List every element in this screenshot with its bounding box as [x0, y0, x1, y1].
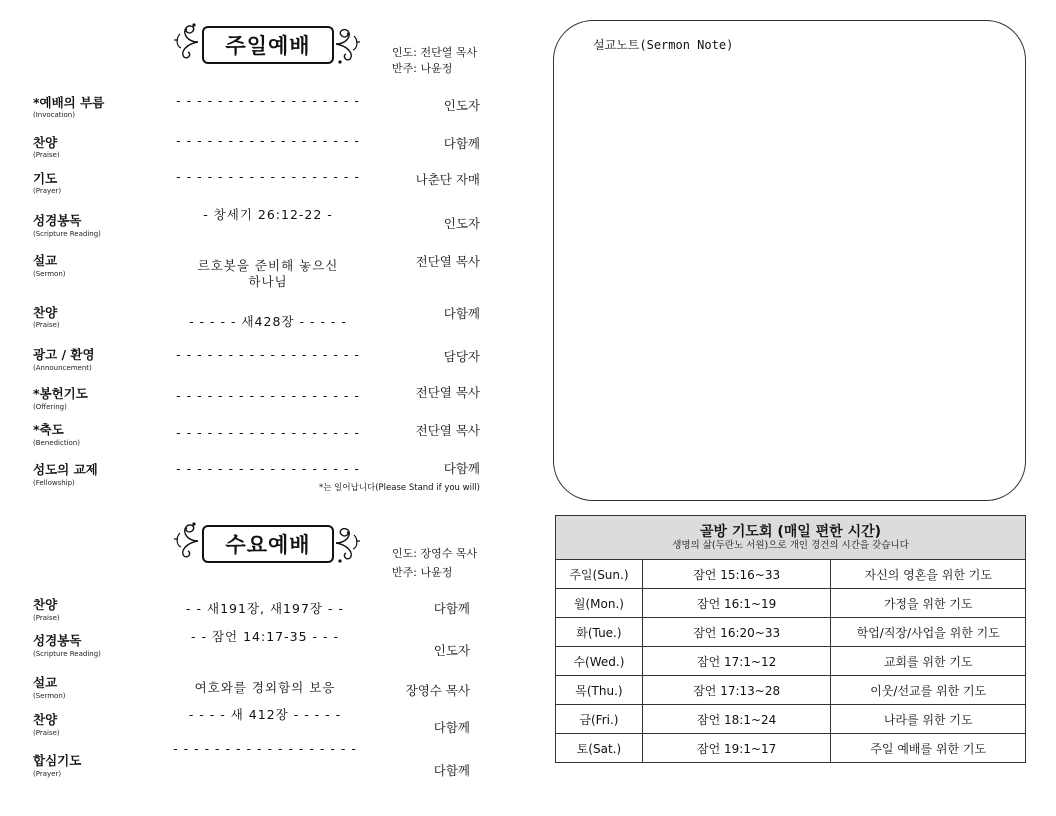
- item-detail: - - - - - - - - - - - - - - - - - -: [176, 461, 360, 476]
- item-title: 성경봉독: [33, 213, 82, 228]
- item-detail: - - 잠언 14:17-35 - - -: [191, 629, 339, 644]
- item-subtitle: (Praise): [33, 151, 60, 159]
- sunday-leader: 인도: 전단열 목사: [392, 46, 478, 59]
- item-subtitle: (Fellowship): [33, 479, 75, 487]
- table-row: [556, 705, 1026, 734]
- day-cell: 월(Mon.): [556, 589, 643, 618]
- item-detail: - - - - - 새428장 - - - - -: [189, 314, 347, 329]
- passage-cell: 잠언 16:20~33: [642, 618, 831, 647]
- item-person: 장영수 목사: [405, 683, 470, 698]
- item-title: 찬양: [33, 712, 58, 727]
- table-header: [556, 516, 1026, 560]
- item-subtitle: (Announcement): [33, 364, 92, 372]
- item-subtitle: (Praise): [33, 729, 60, 737]
- passage-cell: 잠언 19:1~17: [642, 734, 831, 763]
- item-person: 전단열 목사: [415, 254, 480, 269]
- item-title: 성경봉독: [33, 633, 82, 648]
- wednesday-title-ornament: [172, 519, 362, 571]
- topic-cell: 교회를 위한 기도: [831, 647, 1026, 676]
- topic-cell: 나라를 위한 기도: [831, 705, 1026, 734]
- prayer-subtitle: 생명의 삶(두란노 서원)으로 개인 경건의 시간을 갖습니다: [672, 539, 909, 551]
- item-person: 인도자: [443, 216, 480, 231]
- item-title: 찬양: [33, 135, 58, 150]
- item-detail: 여호와를 경외함의 보응: [194, 680, 336, 695]
- item-subtitle: (Offering): [33, 403, 67, 411]
- item-title: 성도의 교제: [33, 462, 98, 477]
- wednesday-leader: 인도: 장영수 목사: [392, 547, 478, 560]
- passage-cell: 잠언 18:1~24: [642, 705, 831, 734]
- item-detail: - - - - - - - - - - - - - - - - - -: [176, 169, 360, 184]
- prayer-schedule-table: [555, 515, 1026, 763]
- item-subtitle: (Scripture Reading): [33, 650, 101, 658]
- table-header-row: [556, 516, 1026, 560]
- passage-cell: 잠언 17:1~12: [642, 647, 831, 676]
- day-cell: 토(Sat.): [556, 734, 643, 763]
- table-row: [556, 589, 1026, 618]
- day-cell: 수(Wed.): [556, 647, 643, 676]
- wednesday-title: 수요예배: [202, 525, 334, 563]
- item-person: 다함께: [433, 720, 470, 735]
- wednesday-accompanist: 반주: 나윤정: [392, 566, 453, 579]
- item-subtitle: (Scripture Reading): [33, 230, 101, 238]
- item-detail: - - - - - - - - - - - - - - - - - -: [176, 388, 360, 403]
- item-title: 광고 / 환영: [33, 347, 95, 362]
- item-detail: - 창세기 26:12-22 -: [203, 207, 333, 222]
- item-detail: - - 새191장, 새197장 - -: [186, 601, 344, 616]
- flourish-right-icon: [332, 525, 362, 565]
- passage-cell: 잠언 16:1~19: [642, 589, 831, 618]
- item-title: *축도: [33, 422, 64, 437]
- item-detail: - - - - - - - - - - - - - - - - - -: [176, 93, 360, 108]
- table-row: [556, 618, 1026, 647]
- table-row: [556, 560, 1026, 589]
- sunday-accompanist: 반주: 나윤정: [392, 62, 453, 75]
- sunday-title: 주일예배: [202, 26, 334, 64]
- table-row: [556, 676, 1026, 705]
- topic-cell: 학업/직장/사업을 위한 기도: [831, 618, 1026, 647]
- topic-cell: 자신의 영혼을 위한 기도: [831, 560, 1026, 589]
- day-cell: 금(Fri.): [556, 705, 643, 734]
- item-detail: 르호봇을 준비해 놓으신: [197, 258, 339, 273]
- item-person: 담당자: [443, 349, 480, 364]
- item-title: 기도: [33, 171, 58, 186]
- prayer-title: 골방 기도회 (매일 편한 시간): [699, 523, 882, 540]
- item-detail: - - - - - - - - - - - - - - - - - -: [176, 425, 360, 440]
- day-cell: 목(Thu.): [556, 676, 643, 705]
- item-subtitle: (Benediction): [33, 439, 80, 447]
- item-person: 다함께: [443, 136, 480, 151]
- item-subtitle: (Praise): [33, 321, 60, 329]
- item-subtitle: (Invocation): [33, 111, 75, 119]
- sunday-title-ornament: [172, 20, 362, 72]
- item-person: 전단열 목사: [415, 423, 480, 438]
- passage-cell: 잠언 15:16~33: [642, 560, 831, 589]
- item-subtitle: (Praise): [33, 614, 60, 622]
- item-title: 찬양: [33, 597, 58, 612]
- topic-cell: 주일 예배를 위한 기도: [831, 734, 1026, 763]
- item-detail: - - - - - - - - - - - - - - - - - -: [176, 133, 360, 148]
- item-detail: - - - - - - - - - - - - - - - - - -: [176, 347, 360, 362]
- item-title: 합심기도: [33, 753, 82, 768]
- topic-cell: 가정을 위한 기도: [831, 589, 1026, 618]
- item-person: 전단열 목사: [415, 385, 480, 400]
- item-subtitle: (Prayer): [33, 187, 62, 195]
- item-title: *봉헌기도: [33, 386, 88, 401]
- item-detail: - - - - - - - - - - - - - - - - - -: [173, 741, 357, 756]
- flourish-left-icon: [172, 519, 202, 559]
- topic-cell: 이웃/선교를 위한 기도: [831, 676, 1026, 705]
- item-title: 설교: [33, 253, 58, 268]
- passage-cell: 잠언 17:13~28: [642, 676, 831, 705]
- sermon-note-label: 설교노트(Sermon Note): [593, 38, 734, 52]
- item-person: 다함께: [433, 763, 470, 778]
- item-person: 다함께: [443, 461, 480, 476]
- day-cell: 화(Tue.): [556, 618, 643, 647]
- stand-footnote: *는 일어납니다(Please Stand if you will): [319, 483, 480, 493]
- item-person: 다함께: [433, 601, 470, 616]
- item-person: 인도자: [433, 643, 470, 658]
- flourish-right-icon: [332, 26, 362, 66]
- item-title: 찬양: [33, 305, 58, 320]
- item-person: 나춘단 자매: [415, 172, 480, 187]
- item-title: 설교: [33, 675, 58, 690]
- item-subtitle: (Sermon): [33, 692, 66, 700]
- day-cell: 주일(Sun.): [556, 560, 643, 589]
- table-row: [556, 647, 1026, 676]
- item-detail-line2: 하나님: [248, 274, 288, 289]
- sermon-note-area[interactable]: [553, 20, 1026, 501]
- flourish-left-icon: [172, 20, 202, 60]
- item-person: 다함께: [443, 306, 480, 321]
- item-subtitle: (Sermon): [33, 270, 66, 278]
- item-title: *예배의 부름: [33, 95, 105, 110]
- item-subtitle: (Prayer): [33, 770, 62, 778]
- item-person: 인도자: [443, 98, 480, 113]
- item-detail: - - - - 새 412장 - - - - -: [188, 707, 342, 722]
- table-row: [556, 734, 1026, 763]
